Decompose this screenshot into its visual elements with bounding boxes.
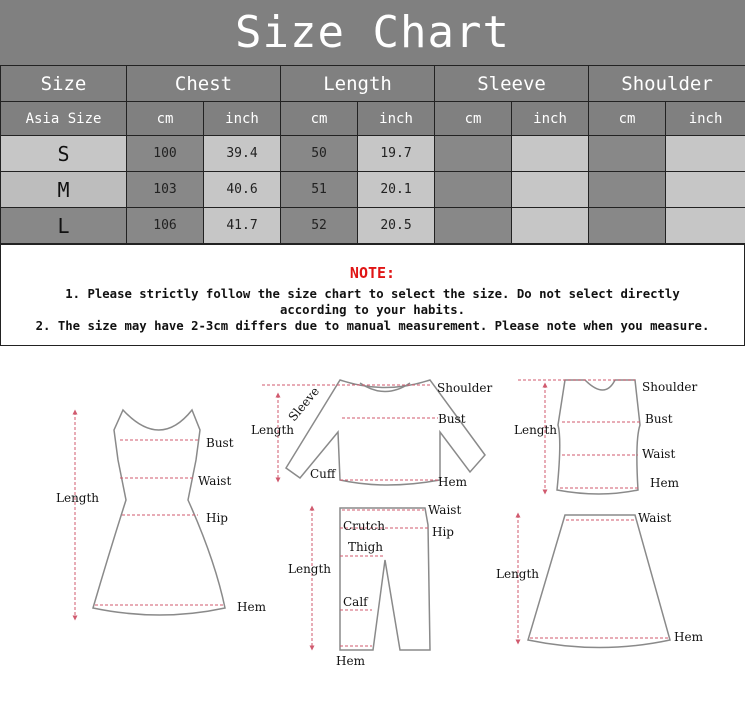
chest-inch-cell: 40.6: [204, 172, 281, 208]
tank-hem-label: Hem: [650, 476, 679, 490]
unit-length-inch: inch: [358, 102, 435, 136]
size-cell: L: [1, 208, 127, 244]
dress-length-label: Length: [56, 491, 100, 505]
length-cm-cell: 52: [281, 208, 358, 244]
tank-bust-label: Bust: [645, 412, 673, 426]
length-cm-cell: 50: [281, 136, 358, 172]
skirt-outline: [528, 515, 670, 648]
shoulder-cm-cell: [589, 136, 666, 172]
page-title: Size Chart: [0, 0, 745, 65]
unit-length-cm: cm: [281, 102, 358, 136]
tank-outline: [557, 380, 640, 494]
jacket-hem-label: Hem: [438, 475, 467, 489]
note-box: [0, 244, 745, 346]
unit-chest-cm: cm: [127, 102, 204, 136]
jacket-bust-label: Bust: [438, 412, 466, 426]
dress-bust-label: Bust: [206, 436, 234, 450]
unit-sleeve-inch: inch: [512, 102, 589, 136]
jacket-shoulder-label: Shoulder: [437, 381, 493, 395]
chest-inch-cell: 39.4: [204, 136, 281, 172]
size-cell: M: [1, 172, 127, 208]
unit-sleeve-cm: cm: [435, 102, 512, 136]
pants-hem-label: Hem: [336, 654, 365, 668]
skirt-length-label: Length: [496, 567, 540, 581]
length-inch-cell: 20.1: [358, 172, 435, 208]
measurement-diagrams-svg: [0, 350, 745, 703]
tank-waist-label: Waist: [642, 447, 676, 461]
pants-waist-label: Waist: [428, 503, 462, 517]
sleeve-inch-cell: [512, 208, 589, 244]
jacket-length-label: Length: [251, 423, 295, 437]
table-row: [1, 208, 745, 244]
pants-crutch-label: Crutch: [343, 519, 385, 533]
pants-thigh-label: Thigh: [348, 540, 383, 554]
sleeve-cm-cell: [435, 136, 512, 172]
pants-calf-label: Calf: [343, 595, 368, 609]
tank-shoulder-label: Shoulder: [642, 380, 698, 394]
note-line-2: 2. The size may have 2-3cm differs due to manual measurement. Please note when you measure.: [35, 319, 710, 333]
length-inch-cell: 19.7: [358, 136, 435, 172]
chest-cm-cell: 106: [127, 208, 204, 244]
length-cm-cell: 51: [281, 172, 358, 208]
shoulder-inch-cell: [666, 172, 745, 208]
unit-shoulder-cm: cm: [589, 102, 666, 136]
unit-chest-inch: inch: [204, 102, 281, 136]
chest-cm-cell: 103: [127, 172, 204, 208]
sleeve-inch-cell: [512, 172, 589, 208]
shoulder-cm-cell: [589, 172, 666, 208]
skirt-hem-label: Hem: [674, 630, 703, 644]
chest-cm-cell: 100: [127, 136, 204, 172]
shoulder-inch-cell: [666, 208, 745, 244]
header-asia-size: Asia Size: [1, 102, 127, 136]
dress-waist-label: Waist: [198, 474, 232, 488]
shoulder-inch-cell: [666, 136, 745, 172]
shoulder-cm-cell: [589, 208, 666, 244]
jacket-sleeve-label: Sleeve: [285, 384, 323, 424]
header-size: Size: [1, 66, 127, 102]
sleeve-cm-cell: [435, 208, 512, 244]
chest-inch-cell: 41.7: [204, 208, 281, 244]
table-row: [1, 136, 745, 172]
note-title: NOTE:: [349, 264, 396, 282]
measurement-diagrams: [0, 350, 745, 703]
jacket-cuff-label: Cuff: [310, 467, 336, 481]
pants-hip-label: Hip: [432, 525, 454, 539]
length-inch-cell: 20.5: [358, 208, 435, 244]
dress-hem-label: Hem: [237, 600, 266, 614]
size-cell: S: [1, 136, 127, 172]
note-line-1: 1. Please strictly follow the size chart to select the size. Do not select directly according to your habits.: [65, 287, 680, 317]
header-sleeve: Sleeve: [435, 66, 589, 102]
header-shoulder: Shoulder: [589, 66, 745, 102]
skirt-waist-label: Waist: [638, 511, 672, 525]
tank-length-label: Length: [514, 423, 558, 437]
sleeve-cm-cell: [435, 172, 512, 208]
dress-hip-label: Hip: [206, 511, 228, 525]
header-length: Length: [281, 66, 435, 102]
table-row: [1, 172, 745, 208]
sleeve-inch-cell: [512, 136, 589, 172]
size-table: [0, 65, 745, 244]
header-chest: Chest: [127, 66, 281, 102]
unit-shoulder-inch: inch: [666, 102, 745, 136]
pants-length-label: Length: [288, 562, 332, 576]
